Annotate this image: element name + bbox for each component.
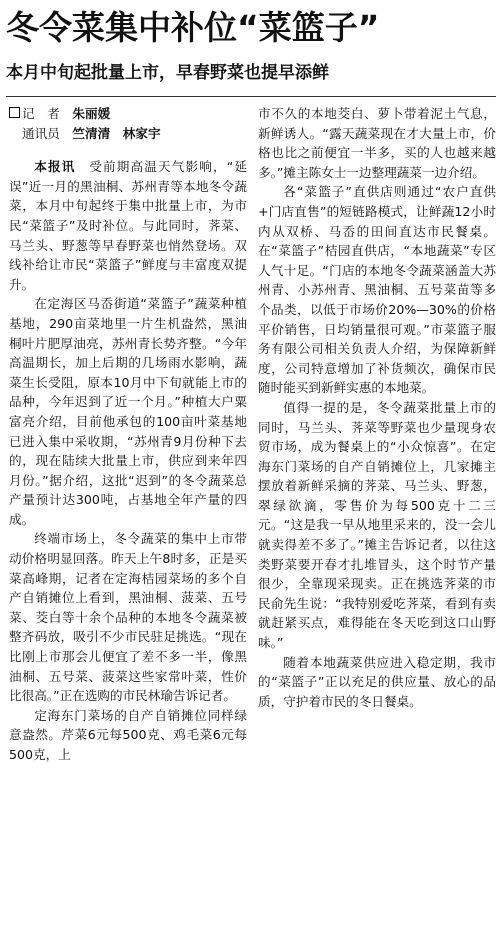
paragraph: 随着本地蔬菜供应进入稳定期，我市的“菜篮子”正以充足的供应量、放心的品质，守护着市民的冬日餐桌。: [258, 654, 496, 709]
headline: 冬令菜集中补位“菜篮子”: [6, 8, 380, 47]
paragraph-continued: 市不久的本地茭白、萝卜带着泥土气息，新鲜诱人。“露天蔬菜现在才大量上市，价格也比之前便宜一半多，买的人也越来越多。”摊主陈女士一边整理蔬菜一边介绍。: [258, 106, 496, 180]
lead-tag: 本报讯: [34, 159, 76, 175]
correspondent-names: 竺清清 林家宇: [72, 125, 161, 141]
divider: [6, 96, 496, 97]
reporter-label: 记 者: [22, 106, 60, 121]
column-left: [9, 104, 247, 765]
square-icon: [9, 107, 20, 118]
byline-reporter: [9, 104, 247, 124]
paragraph-text: 受前期高温天气影响，“延误”近一月的黑油桐、苏州青等本地冬令蔬菜，本月中旬起终于集中批量上市，为市民“菜篮子”及时补位。与此同时，荠菜、马兰头、野葱等早春野菜也悄然登场。双线补给让市民“菜篮子”鲜度与丰富度双提升。: [9, 159, 248, 292]
paragraph: [9, 157, 247, 294]
paragraph: 定海东门菜场的自产自销摊位同样绿意盎然。芹菜6元每500克、鸡毛菜6元每500克，上: [9, 707, 247, 762]
byline: [9, 104, 247, 143]
paragraph: 各“菜篮子”直供店则通过“农户直供+门店直售”的短链路模式，让鲜蔬12小时内从双桥、马岙的田间直达市民餐桌。在“菜篮子”桔园直供店，“本地蔬菜”专区人气十足。“门店的本地冬令蔬菜涵盖大苏州青、小苏州青、黑油桐、五号菜苗等多个品类，以低于市场价20%—30%的价格平价销售，日均销量很可观。”市菜篮子服务有限公司相关负责人介绍，为保障新鲜度，公司特意增加了补货频次，确保市民随时能买到新鲜实惠的本地菜。: [258, 184, 496, 396]
reporter-name: 朱丽媛: [72, 106, 111, 121]
subheadline: 本月中旬起批量上市，早春野菜也提早添鲜: [6, 63, 329, 83]
paragraph: 在定海区马岙街道“菜篮子”蔬菜种植基地，290亩菜地里一片生机盎然，黑油桐叶片肥厚油亮，苏州青长势齐整。“今年高温期长，加上后期的几场雨水影响，蔬菜生长受阻，原本10月中下旬就能上市的品种，今年迟到了近一个月。”种植大户粟富亮介绍，目前他承包的100亩叶菜基地已进入集中采收期，“苏州青9月份种下去的，现在陆续大批量上市，供应到来年四月份。”据介绍，这批“迟到”的冬令蔬菜总产量预计达300吨，占基地全年产量的四成。: [9, 296, 247, 527]
correspondent-label: 通讯员: [22, 125, 60, 141]
paragraph: 终端市场上，冬令蔬菜的集中上市带动价格明显回落。昨天上午8时多，正是买菜高峰期，记者在定海桔园菜场的多个自产自销摊位上看到，黑油桐、菠菜、五号菜、茭白等十余个品种的本地冬令蔬菜被整齐码放，吸引不少市民驻足挑选。“现在比刚上市那会儿便宜了差不多一半，像黑油桐、五号菜、菠菜这些家常叶菜，性价比很高。”正在选购的市民林瑜告诉记者。: [9, 531, 247, 704]
byline-correspondent: [9, 124, 247, 144]
paragraph: 值得一提的是，冬令蔬菜批量上市的同时，马兰头、荠菜等野菜也少量现身农贸市场，成为餐桌上的“小众惊喜”。在定海东门菜场的自产自销摊位上，几家摊主摆放着新鲜采摘的荠菜、马兰头、野葱，翠绿欲滴，零售价为每500克十二三元。“这是我一早从地里采来的，没一会儿就卖得差不多了。”摊主告诉记者，以往这类野菜要开春才扎堆冒头，这个时节产量很少，全靠现采现卖。正在挑选荠菜的市民俞先生说：“我特别爱吃荠菜，看到有卖就赶紧买点，难得能在冬天吃到这口山野味。”: [258, 399, 496, 651]
column-right: [258, 104, 496, 711]
